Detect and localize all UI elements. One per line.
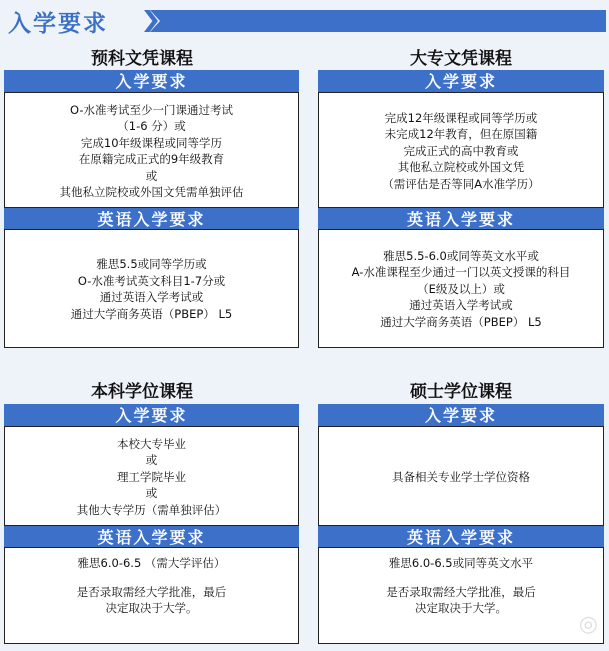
watermark-logo: ◎ <box>578 612 599 637</box>
card-foundation <box>4 70 299 348</box>
page-title: 入学要求 <box>8 11 108 37</box>
entry-requirements-text: 具备相关专业学士学位资格 <box>392 469 530 484</box>
english-requirements-bar: 英语入学要求 <box>4 207 299 230</box>
section-title-master: 硕士学位课程 <box>410 382 512 402</box>
english-requirements-text: 雅思6.0-6.5 （需大学评估） 是否录取需经大学批准，最后 决定取决于大学。 <box>76 556 227 615</box>
english-requirements-bar: 英语入学要求 <box>4 525 299 548</box>
card-bachelor <box>4 404 299 644</box>
entry-requirements-text: O-水准考试至少一门课通过考试 （1-6 分）或 完成10年级课程或同等学历 在原籍完成正式的9年级教育 或 其他私立院校或外国文凭需单独评估 <box>59 102 244 199</box>
section-title-foundation: 预科文凭课程 <box>91 49 193 69</box>
english-requirements-text: 雅思5.5-6.0或同等英文水平或 A-水准课程至少通过一门以英文授课的科目 （E级及以上）或 通过英语入学考试或 通过大学商务英语（PBEP） L5 <box>351 248 571 329</box>
english-requirements-bar: 英语入学要求 <box>318 207 604 230</box>
section-title-diploma: 大专文凭课程 <box>410 49 512 69</box>
entry-requirements-bar: 入学要求 <box>4 70 299 93</box>
english-requirements-text: 雅思6.0-6.5或同等英文水平 是否录取需经大学批准，最后 决定取决于大学。 <box>386 556 536 615</box>
entry-requirements-bar: 入学要求 <box>4 404 299 427</box>
header-banner <box>0 2 606 39</box>
entry-requirements-text: 完成12年级课程或同等学历或 未完成12年教育，但在原国籍 完成正式的高中教育或 其他私立院校或外国文凭 （需评估是否等同A水准学历） <box>382 110 540 191</box>
card-diploma <box>318 70 604 348</box>
entry-requirements-bar: 入学要求 <box>318 404 604 427</box>
section-title-bachelor: 本科学位课程 <box>91 382 193 402</box>
card-master <box>318 404 604 644</box>
english-requirements-bar: 英语入学要求 <box>318 525 604 548</box>
entry-requirements-text: 本校大专毕业 或 理工学院毕业 或 其他大专学历（需单独评估） <box>76 436 227 517</box>
english-requirements-text: 雅思5.5或同等学历或 O-水准考试英文科目1-7分或 通过英语入学考试或 通过大学商务英语（PBEP） L5 <box>70 257 233 321</box>
entry-requirements-bar: 入学要求 <box>318 70 604 93</box>
banner-stripe <box>150 10 606 32</box>
